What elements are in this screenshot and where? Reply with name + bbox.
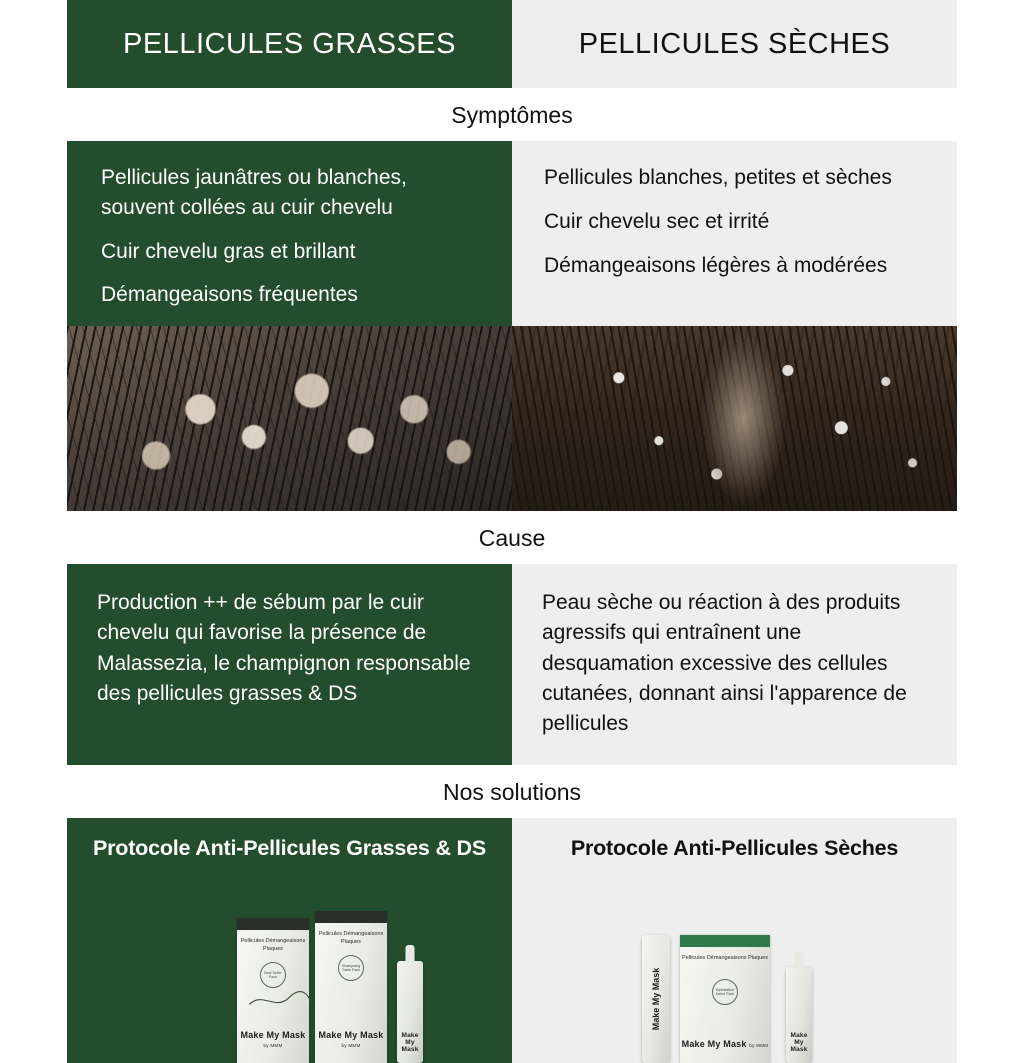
product-descriptor: Pellicules Démangeaisons Plaques [682, 955, 768, 962]
sachet-cap-icon [680, 935, 770, 947]
scalp-photo-oily [67, 326, 512, 511]
section-title-symptoms: Symptômes [67, 88, 957, 141]
scalp-photo-dry [512, 326, 957, 511]
symptom-item: Pellicules jaunâtres ou blanches, souvent collées au cuir chevelu [101, 166, 407, 219]
product-brand-label [786, 1033, 812, 1053]
cause-oily [67, 564, 512, 765]
product-brand-label [315, 1031, 387, 1050]
section-title-solutions: Nos solutions [67, 765, 957, 818]
symptom-item: Démangeaisons fréquentes [101, 283, 358, 307]
cause-dry [512, 564, 957, 765]
brand-sub: by MMM [341, 1042, 361, 1048]
brand-name: Make My Mask [790, 1031, 808, 1053]
product-tube-dry[interactable] [642, 935, 670, 1063]
dropper-neck-icon [406, 945, 415, 963]
dropper-neck-icon [795, 951, 804, 969]
product-dropper-oily[interactable] [397, 961, 423, 1063]
symptoms-dry [512, 141, 957, 326]
product-seal-badge: Hydratation Detox Pack [712, 979, 738, 1005]
cause-text: Peau sèche ou réaction à des produits agressifs qui entraînent une desquamation excessive des cellules cutanées, donnant ainsi l'apparence de pellicules [542, 591, 907, 736]
column-title-dry: PELLICULES SÈCHES [578, 27, 891, 60]
product-dropper-dry[interactable] [786, 967, 812, 1063]
brand-sub: by MMM [263, 1042, 283, 1048]
product-seal-badge: Best Seller Pack [260, 962, 286, 988]
product-group-dry [512, 903, 957, 1063]
photos-row [67, 326, 957, 511]
product-descriptor: Pellicules Démangeaisons Plaques [240, 938, 306, 952]
product-group-oily [67, 903, 512, 1063]
solution-title-oily: Protocole Anti-Pellicules Grasses & DS [92, 836, 487, 861]
symptoms-row [67, 141, 957, 326]
product-brand-label [680, 1040, 770, 1049]
symptoms-oily [67, 141, 512, 326]
sachet-cap-icon [315, 911, 387, 923]
product-sachet-hydratation[interactable] [680, 935, 770, 1063]
column-header-dry [512, 0, 957, 88]
symptom-item: Cuir chevelu sec et irrité [544, 209, 770, 233]
comparison-grid [67, 0, 957, 1063]
product-sachet-best-seller[interactable] [237, 918, 309, 1063]
brand-name: Make My Mask [240, 1029, 306, 1040]
symptom-item: Pellicules blanches, petites et sèches [544, 166, 892, 189]
column-header-oily [67, 0, 512, 88]
product-brand-label: Make My Mask [651, 968, 661, 1031]
solution-dry [512, 818, 957, 1063]
product-brand-label [237, 1031, 309, 1050]
solution-oily [67, 818, 512, 1063]
solution-title-dry: Protocole Anti-Pellicules Sèches [570, 836, 899, 861]
brand-name: Make My Mask [681, 1038, 747, 1049]
product-descriptor: Pellicules Démangeaisons Plaques [318, 931, 384, 945]
section-title-cause: Cause [67, 511, 957, 564]
product-sachet-shampoing[interactable] [315, 911, 387, 1063]
cause-row [67, 564, 957, 765]
product-brand-label [397, 1033, 423, 1053]
symptom-item: Cuir chevelu gras et brillant [101, 239, 356, 263]
column-title-oily: PELLICULES GRASSES [123, 27, 456, 60]
solutions-row [67, 818, 957, 1063]
symptom-item: Démangeaisons légères à modérées [544, 253, 888, 277]
sachet-cap-icon [237, 918, 309, 930]
cause-text: Production ++ de sébum par le cuir chevelu qui favorise la présence de Malassezia, le champignon responsable des pellicules grasses & DS [97, 591, 471, 705]
product-seal-badge: Shampoing Traite Pack [338, 955, 364, 981]
brand-sub: by MMM [749, 1042, 769, 1048]
header-row [67, 0, 957, 88]
brand-name: Make My Mask [401, 1031, 419, 1053]
brand-name: Make My Mask [318, 1029, 384, 1040]
swirl-decoration-icon [247, 989, 313, 1011]
